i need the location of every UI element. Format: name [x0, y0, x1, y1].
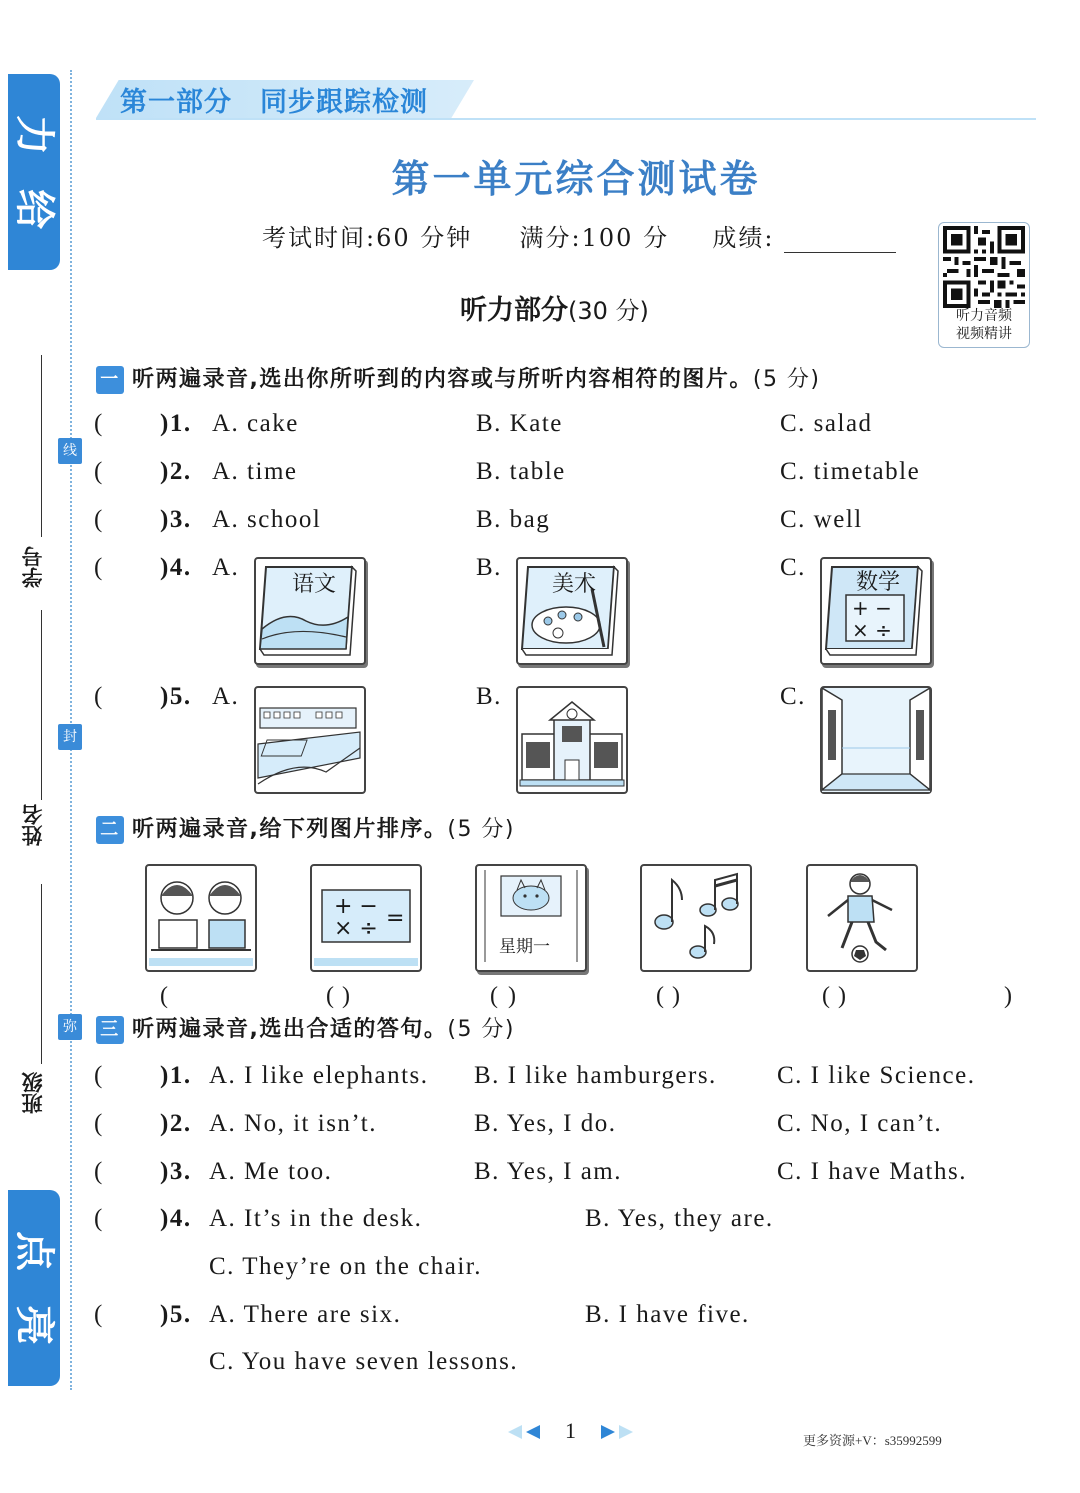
part-title-points: (30 分)	[568, 297, 649, 325]
side-tab-top-char: 给	[11, 189, 57, 229]
question-number: )1.	[160, 1062, 192, 1089]
option-b-label: B.	[476, 554, 502, 581]
option-b[interactable]: B. Kate	[476, 410, 563, 437]
answer-paren[interactable]: (	[94, 1062, 103, 1089]
math-symbols-text: + − × ÷	[334, 894, 378, 941]
student-number-label: 学号	[21, 546, 45, 588]
football-boy-picture[interactable]	[806, 864, 918, 972]
banner-underline	[96, 118, 1036, 120]
side-tab-top-char: 力	[11, 115, 57, 155]
page-title: 第一单元综合测试卷	[391, 156, 761, 201]
section-1-heading	[96, 362, 821, 394]
answer-paren[interactable]: (	[94, 1205, 103, 1232]
option-b[interactable]: B. Yes, I do.	[474, 1110, 617, 1137]
answer-paren[interactable]: (	[94, 1110, 103, 1137]
question-number: )1.	[160, 410, 192, 437]
section-3-text: 听两遍录音,选出合适的答句。	[132, 1017, 448, 1042]
corridor-icon	[822, 688, 930, 792]
option-c[interactable]: C. They’re on the chair.	[209, 1253, 482, 1280]
corridor-picture[interactable]	[820, 686, 932, 794]
calendar-day: 星期一	[499, 937, 550, 957]
option-a[interactable]: A. cake	[212, 410, 299, 437]
question-number: )4.	[160, 554, 192, 581]
class-label: 班级	[21, 1072, 45, 1114]
grade-label: 成绩:	[712, 224, 775, 252]
section-3-number: 三	[96, 1016, 124, 1044]
qr-code-box[interactable]	[938, 222, 1030, 348]
part-title-text: 听力部分	[460, 295, 568, 326]
grade-blank[interactable]	[784, 226, 896, 253]
option-b[interactable]: B. Yes, I am.	[474, 1158, 622, 1185]
option-c[interactable]: C. salad	[780, 410, 873, 437]
option-b[interactable]: B. I have five.	[585, 1301, 750, 1328]
section-3-points: (5 分)	[447, 1017, 516, 1042]
football-player-icon	[808, 866, 916, 970]
school-building-picture[interactable]	[516, 686, 628, 794]
option-c[interactable]: C. I have Maths.	[777, 1158, 967, 1185]
option-a[interactable]: A. There are six.	[209, 1301, 402, 1328]
answer-paren[interactable]: (	[94, 1158, 103, 1185]
seal-seal-mark: 封	[58, 724, 82, 750]
option-a[interactable]: A. It’s in the desk.	[209, 1205, 423, 1232]
answer-paren[interactable]: (	[94, 1301, 103, 1328]
qr-code-icon	[943, 226, 1025, 308]
calendar-picture[interactable]	[475, 864, 587, 972]
name-label: 姓名	[21, 804, 45, 846]
maths-symbols-picture[interactable]	[310, 864, 422, 972]
section-1-number: 一	[96, 366, 124, 394]
question-number: )4.	[160, 1205, 192, 1232]
full-score: 满分:100 分	[519, 224, 670, 252]
page-number: 1	[565, 1418, 576, 1443]
option-c-label: C.	[780, 554, 806, 581]
option-a-label: A.	[212, 683, 240, 710]
order-blank-4[interactable]: ( )	[656, 983, 888, 1009]
qr-caption-line1: 听力音频	[956, 308, 1012, 324]
qr-caption	[939, 307, 1029, 343]
question-number: )5.	[160, 683, 192, 710]
playground-icon	[256, 688, 364, 792]
side-tab-bottom-char: 点	[11, 1231, 57, 1271]
option-c[interactable]: C. well	[780, 506, 863, 533]
section-3-heading	[96, 1012, 515, 1044]
reading-kids-picture[interactable]	[145, 864, 257, 972]
option-b[interactable]: B. I like hamburgers.	[474, 1062, 717, 1089]
music-notes-icon	[642, 866, 750, 970]
option-b[interactable]: B. table	[476, 458, 566, 485]
option-c[interactable]: C. No, I can’t.	[777, 1110, 943, 1137]
playground-picture[interactable]	[254, 686, 366, 794]
seal-mi-mark: 弥	[58, 1014, 82, 1040]
order-blank-5[interactable]: ( )	[822, 983, 1054, 1009]
option-b-label: B.	[476, 683, 502, 710]
resource-note: 更多资源+V：s35992599	[803, 1433, 942, 1448]
side-tab-bottom	[8, 1190, 60, 1386]
side-tab-bottom-char: 亮	[11, 1305, 57, 1345]
answer-paren[interactable]: (	[94, 458, 103, 485]
book-title: 数学	[856, 570, 901, 595]
option-a[interactable]: A. Me too.	[209, 1158, 333, 1185]
question-number: )3.	[160, 1158, 192, 1185]
answer-paren[interactable]: (	[94, 683, 103, 710]
section-banner: 第一部分 同步跟踪检测	[120, 87, 428, 118]
order-blank-3[interactable]: ( )	[490, 983, 722, 1009]
prev-page-arrow-icon[interactable]	[508, 1424, 540, 1438]
option-c[interactable]: C. timetable	[780, 458, 921, 485]
question-number: )2.	[160, 1110, 192, 1137]
maths-book-picture[interactable]	[820, 557, 932, 665]
answer-paren[interactable]: (	[94, 506, 103, 533]
book-title: 美术	[552, 572, 597, 597]
math-symbols-icon: + − × ÷	[852, 596, 892, 642]
option-c[interactable]: C. I like Science.	[777, 1062, 976, 1089]
art-book-picture[interactable]	[516, 557, 628, 665]
listening-part-title	[460, 288, 649, 327]
option-a[interactable]: A. time	[212, 458, 298, 485]
option-c[interactable]: C. You have seven lessons.	[209, 1348, 519, 1375]
section-2-points: (5 分)	[447, 817, 516, 842]
option-b[interactable]: B. bag	[476, 506, 551, 533]
section-2-number: 二	[96, 816, 124, 844]
school-building-icon	[518, 688, 626, 792]
student-number-line-lower	[41, 610, 42, 800]
question-number: )2.	[160, 458, 192, 485]
question-number: )3.	[160, 506, 192, 533]
kids-reading-icon	[147, 866, 255, 970]
section-2-heading	[96, 812, 515, 844]
answer-paren[interactable]: (	[94, 554, 103, 581]
exam-meta	[262, 218, 896, 253]
order-blank-1[interactable]: ( )	[160, 983, 392, 1009]
section-1-text: 听两遍录音,选出你所听到的内容或与所听内容相符的图片。	[132, 367, 753, 392]
question-number: )5.	[160, 1301, 192, 1328]
seal-line-mark: 线	[58, 438, 82, 464]
answer-paren[interactable]: (	[94, 410, 103, 437]
chinese-book-picture[interactable]	[254, 557, 366, 665]
option-a[interactable]: A. school	[212, 506, 322, 533]
option-a-label: A.	[212, 554, 240, 581]
option-a[interactable]: A. No, it isn’t.	[209, 1110, 377, 1137]
section-2-text: 听两遍录音,给下列图片排序。	[132, 817, 448, 842]
option-b[interactable]: B. Yes, they are.	[585, 1205, 774, 1232]
exam-time: 考试时间:60 分钟	[262, 224, 473, 252]
section-1-points: (5 分)	[752, 367, 821, 392]
qr-caption-line2: 视频精讲	[956, 326, 1012, 342]
option-a[interactable]: A. I like elephants.	[209, 1062, 429, 1089]
book-title: 语文	[292, 572, 337, 597]
order-blank-2[interactable]: ( )	[326, 983, 558, 1009]
student-number-line	[41, 355, 42, 537]
name-line	[41, 884, 42, 1064]
next-page-arrow-icon[interactable]	[601, 1424, 633, 1438]
equals-sign: =	[386, 906, 405, 931]
music-notes-picture[interactable]	[640, 864, 752, 972]
option-c-label: C.	[780, 683, 806, 710]
